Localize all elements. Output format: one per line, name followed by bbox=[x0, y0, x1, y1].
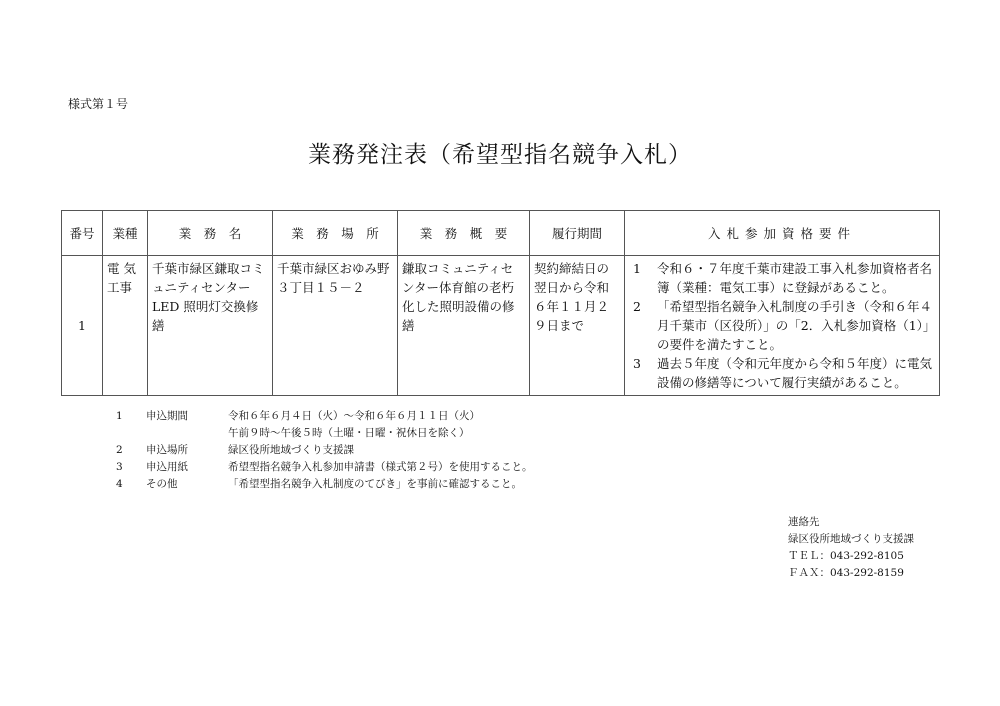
form-number: 様式第１号 bbox=[68, 97, 129, 111]
contact-fax: ＦＡＸ：043-292-8159 bbox=[788, 567, 904, 579]
contact-tel: ＴＥＬ：043-292-8105 bbox=[788, 550, 904, 562]
requirement-item bbox=[629, 259, 935, 297]
cell-summary: 鎌取コミュニティセンター体育館の老朽化した照明設備の修繕 bbox=[398, 256, 530, 396]
requirement-text: 令和６・７年度千葉市建設工事入札参加資格者名簿（業種：電気工事）に登録があること。 bbox=[657, 261, 933, 295]
note-number: 3 bbox=[116, 461, 123, 473]
requirement-text: 「希望型指名競争入札制度の手引き（令和６年４月千葉市（区役所）」の「2．入札参加資格（1）」の要件を満たすこと。 bbox=[657, 299, 933, 352]
note-value: 緑区役所地域づくり支援課 bbox=[228, 444, 354, 456]
note-item bbox=[116, 425, 533, 442]
note-label: 申込場所 bbox=[146, 444, 188, 456]
cell-type: 電 気 工事 bbox=[103, 256, 148, 396]
contact-label: 連絡先 bbox=[788, 516, 820, 528]
note-number bbox=[116, 425, 146, 442]
requirement-item bbox=[629, 354, 935, 392]
note-value: 令和６年６月４日（火）～令和６年６月１１日（火） bbox=[228, 410, 480, 422]
note-number: 2 bbox=[116, 444, 123, 456]
header-no: 番号 bbox=[62, 211, 103, 256]
note-item bbox=[116, 459, 533, 476]
note-label: 申込用紙 bbox=[146, 461, 188, 473]
order-table bbox=[61, 210, 940, 396]
cell-location: 千葉市緑区おゆみ野３丁目１５－２ bbox=[273, 256, 398, 396]
note-value: 希望型指名競争入札参加申請書（様式第２号）を使用すること。 bbox=[228, 461, 533, 473]
note-item bbox=[116, 442, 533, 459]
note-item bbox=[116, 476, 533, 493]
cell-period: 契約締結日の翌日から令和６年１１月２９日まで bbox=[530, 256, 625, 396]
requirement-number: 1 bbox=[633, 261, 641, 276]
header-requirements: 入札参加資格要件 bbox=[625, 211, 940, 256]
cell-requirements bbox=[625, 256, 940, 396]
note-value: 「希望型指名競争入札制度のてびき」を事前に確認すること。 bbox=[228, 478, 522, 490]
header-summary: 業 務 概 要 bbox=[398, 211, 530, 256]
note-number: 4 bbox=[116, 478, 123, 490]
cell-name: 千葉市緑区鎌取コミュニティセンターLED 照明灯交換修繕 bbox=[148, 256, 273, 396]
requirement-number: 3 bbox=[633, 356, 641, 371]
note-value: 午前９時～午後５時（土曜・日曜・祝休日を除く） bbox=[228, 427, 470, 439]
header-period: 履行期間 bbox=[530, 211, 625, 256]
requirement-item bbox=[629, 297, 935, 354]
contact-block bbox=[788, 514, 914, 582]
requirement-number: 2 bbox=[633, 299, 641, 314]
application-notes bbox=[116, 408, 533, 493]
page-title: 業務発注表（希望型指名競争入札） bbox=[308, 142, 692, 168]
header-type: 業種 bbox=[103, 211, 148, 256]
requirement-text: 過去５年度（令和元年度から令和５年度）に電気設備の修繕等について履行実績があること。 bbox=[657, 356, 933, 390]
header-name: 業 務 名 bbox=[148, 211, 273, 256]
note-label: 申込期間 bbox=[146, 410, 188, 422]
table-row bbox=[62, 256, 940, 396]
contact-department: 緑区役所地域づくり支援課 bbox=[788, 533, 914, 545]
note-item bbox=[116, 408, 533, 425]
note-label bbox=[146, 425, 228, 442]
cell-no: 1 bbox=[62, 256, 103, 396]
header-location: 業 務 場 所 bbox=[273, 211, 398, 256]
note-label: その他 bbox=[146, 478, 178, 490]
table-header-row bbox=[62, 211, 940, 256]
note-number: 1 bbox=[116, 410, 123, 422]
